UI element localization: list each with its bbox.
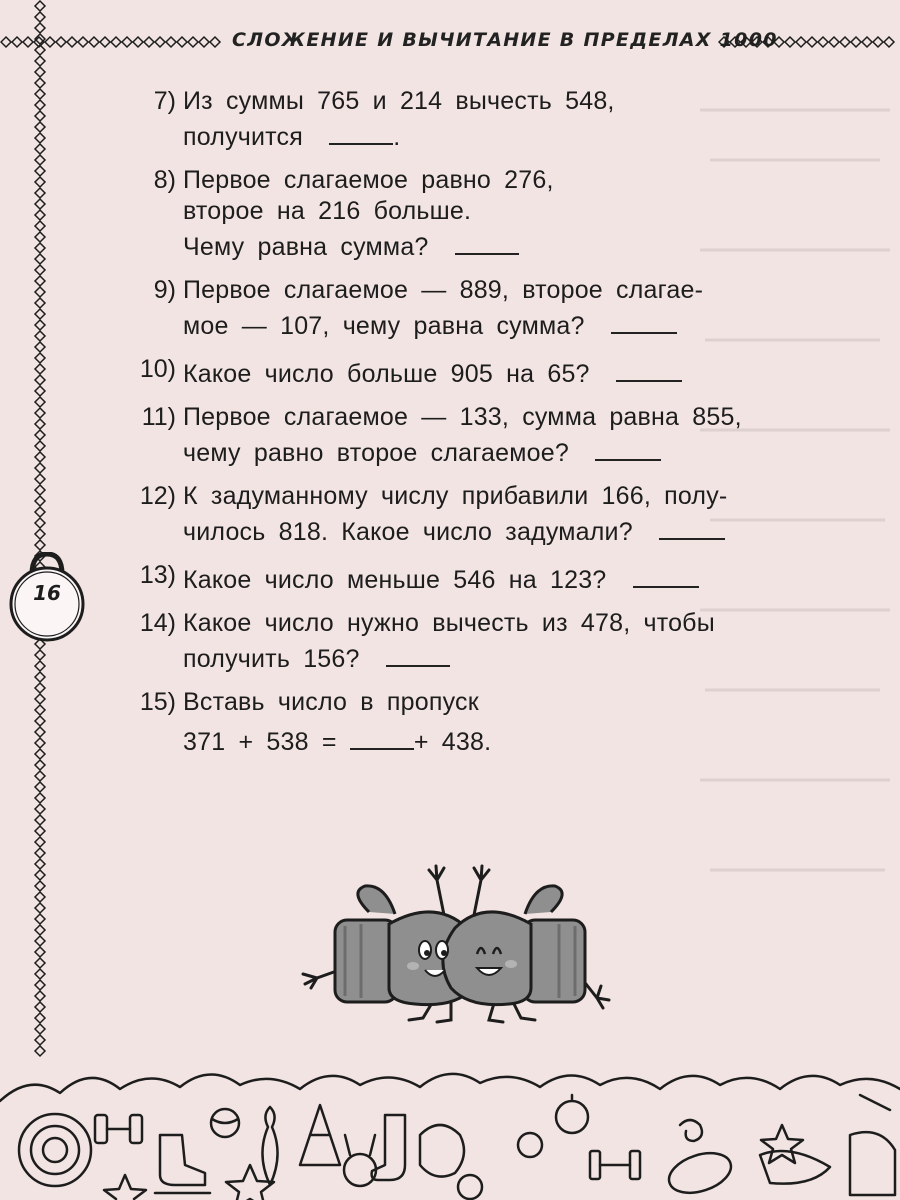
answer-blank[interactable] bbox=[329, 117, 393, 145]
chain-link bbox=[35, 89, 45, 99]
chain-link bbox=[35, 78, 45, 88]
chain-link bbox=[35, 166, 45, 176]
problem-11 bbox=[128, 402, 848, 469]
header-chain-right bbox=[718, 34, 900, 50]
chain-link bbox=[35, 309, 45, 319]
chain-link bbox=[35, 947, 45, 957]
chain-link bbox=[35, 298, 45, 308]
header-chain-left bbox=[0, 34, 226, 50]
problem-number: 12) bbox=[139, 482, 176, 510]
problem-text: Первое слагаемое равно 276, второе на 216 больше. Чему равна сумма? bbox=[183, 166, 554, 261]
problem-number: 7) bbox=[153, 87, 176, 115]
problem-text: К задуманному числу прибавили 166, полу- чилось 818. Какое число задумали? bbox=[183, 482, 728, 546]
chain-link bbox=[35, 397, 45, 407]
answer-blank[interactable] bbox=[659, 512, 725, 540]
problem-10 bbox=[128, 354, 848, 390]
chain-link bbox=[1, 37, 11, 47]
chain-link bbox=[35, 287, 45, 297]
problem-number: 14) bbox=[139, 609, 176, 637]
chain-link bbox=[35, 881, 45, 891]
chain-link bbox=[35, 661, 45, 671]
chain-link bbox=[35, 67, 45, 77]
chain-link bbox=[35, 485, 45, 495]
answer-blank[interactable] bbox=[350, 722, 414, 750]
chain-link bbox=[35, 100, 45, 110]
chain-link bbox=[35, 364, 45, 374]
chain-link bbox=[188, 37, 198, 47]
chain-link bbox=[35, 837, 45, 847]
chain-link bbox=[35, 870, 45, 880]
chain-link bbox=[35, 705, 45, 715]
problem-text: Из суммы 765 и 214 вычесть 548, получится . bbox=[183, 87, 615, 151]
chain-link bbox=[35, 144, 45, 154]
chain-link bbox=[35, 320, 45, 330]
problem-number: 15) bbox=[139, 688, 176, 716]
chain-link bbox=[35, 353, 45, 363]
chain-link bbox=[741, 37, 751, 47]
chain-link bbox=[35, 716, 45, 726]
chain-link bbox=[774, 37, 784, 47]
chain-link bbox=[45, 37, 55, 47]
chain-link bbox=[752, 37, 762, 47]
problem-text: Первое слагаемое — 889, второе слагае- мое — 107, чему равна сумма? bbox=[183, 276, 704, 340]
problem-number: 8) bbox=[153, 166, 176, 194]
chain-link bbox=[35, 936, 45, 946]
chain-link bbox=[35, 859, 45, 869]
chain-link bbox=[35, 265, 45, 275]
chain-link bbox=[35, 672, 45, 682]
chain-link bbox=[122, 37, 132, 47]
chain-link bbox=[35, 1035, 45, 1045]
problem-14 bbox=[128, 608, 848, 675]
chain-link bbox=[35, 254, 45, 264]
chain-link bbox=[166, 37, 176, 47]
chain-link bbox=[763, 37, 773, 47]
problem-text: Первое слагаемое — 133, сумма равна 855, чему равно второе слагаемое? bbox=[183, 403, 742, 467]
problem-15 bbox=[128, 687, 848, 758]
chain-link bbox=[730, 37, 740, 47]
chain-link bbox=[35, 12, 45, 22]
chain-link bbox=[35, 155, 45, 165]
chain-link bbox=[89, 37, 99, 47]
chain-link bbox=[35, 980, 45, 990]
problem-text: Какое число меньше 546 на 123? bbox=[183, 560, 699, 596]
chain-link bbox=[67, 37, 77, 47]
equation-right: + 438. bbox=[413, 728, 492, 756]
chain-link bbox=[35, 133, 45, 143]
chain-link bbox=[884, 37, 894, 47]
chain-link bbox=[177, 37, 187, 47]
problem-number: 13) bbox=[139, 561, 176, 589]
chain-link bbox=[35, 430, 45, 440]
chain-link bbox=[35, 903, 45, 913]
chain-link bbox=[35, 419, 45, 429]
chain-link bbox=[35, 210, 45, 220]
page-header bbox=[0, 22, 900, 62]
chain-link bbox=[35, 1013, 45, 1023]
chain-link bbox=[862, 37, 872, 47]
chain-link bbox=[35, 474, 45, 484]
chain-link bbox=[100, 37, 110, 47]
answer-blank[interactable] bbox=[455, 227, 519, 255]
chain-link bbox=[35, 122, 45, 132]
chain-link bbox=[35, 738, 45, 748]
problem-text: Какое число больше 905 на 65? bbox=[183, 354, 682, 390]
chain-link bbox=[35, 650, 45, 660]
chain-link bbox=[35, 1024, 45, 1034]
chain-link bbox=[35, 782, 45, 792]
chain-link bbox=[34, 37, 44, 47]
chain-link bbox=[35, 727, 45, 737]
chain-link bbox=[35, 991, 45, 1001]
sports-equipment-border bbox=[0, 1055, 900, 1200]
chain-link bbox=[35, 111, 45, 121]
chain-link bbox=[818, 37, 828, 47]
chain-link bbox=[785, 37, 795, 47]
chain-link bbox=[210, 37, 220, 47]
problem-9 bbox=[128, 275, 848, 342]
problem-text: Какое число нужно вычесть из 478, чтобы получить 156? bbox=[183, 609, 715, 673]
chain-link bbox=[35, 452, 45, 462]
problem-8 bbox=[128, 165, 848, 263]
chain-link bbox=[155, 37, 165, 47]
chain-link bbox=[56, 37, 66, 47]
chain-link bbox=[35, 760, 45, 770]
problem-number: 11) bbox=[141, 403, 176, 431]
chain-link bbox=[199, 37, 209, 47]
chain-link bbox=[144, 37, 154, 47]
chain-link bbox=[35, 331, 45, 341]
problem-13 bbox=[128, 560, 848, 596]
chain-link bbox=[35, 1, 45, 11]
chain-link bbox=[35, 969, 45, 979]
chain-link bbox=[35, 892, 45, 902]
chain-link bbox=[35, 749, 45, 759]
chain-link bbox=[35, 1002, 45, 1012]
chain-link bbox=[35, 221, 45, 231]
boxing-gloves-mascot bbox=[285, 858, 635, 1028]
chain-link bbox=[35, 804, 45, 814]
equation-left: 371 + 538 = bbox=[183, 728, 337, 756]
chain-link bbox=[873, 37, 883, 47]
chain-link bbox=[35, 507, 45, 517]
problem-text: Вставь число в пропуск 371 + 538 = + 438. bbox=[183, 688, 492, 756]
chain-link bbox=[35, 958, 45, 968]
answer-blank[interactable] bbox=[386, 639, 450, 667]
page-number: 16 bbox=[33, 581, 61, 605]
chain-link bbox=[35, 199, 45, 209]
page-number-medallion bbox=[8, 552, 92, 644]
problem-number: 9) bbox=[153, 276, 176, 304]
chain-link bbox=[78, 37, 88, 47]
answer-blank[interactable] bbox=[611, 306, 677, 334]
chain-link bbox=[35, 925, 45, 935]
chain-link bbox=[35, 342, 45, 352]
chain-link bbox=[807, 37, 817, 47]
chain-link bbox=[35, 496, 45, 506]
chain-link bbox=[23, 37, 33, 47]
chain-link bbox=[35, 276, 45, 286]
chain-link bbox=[35, 463, 45, 473]
problem-number: 10) bbox=[139, 355, 176, 383]
chain-link bbox=[35, 177, 45, 187]
chain-link bbox=[35, 441, 45, 451]
chain-link bbox=[35, 386, 45, 396]
chain-link bbox=[35, 683, 45, 693]
chain-link bbox=[35, 375, 45, 385]
answer-blank[interactable] bbox=[595, 433, 661, 461]
chain-link bbox=[851, 37, 861, 47]
chain-link bbox=[12, 37, 22, 47]
chain-link bbox=[133, 37, 143, 47]
chain-link bbox=[35, 188, 45, 198]
chain-link bbox=[829, 37, 839, 47]
chain-link bbox=[35, 815, 45, 825]
problem-7 bbox=[128, 86, 848, 153]
chain-link bbox=[35, 232, 45, 242]
chain-link bbox=[35, 518, 45, 528]
chain-link bbox=[796, 37, 806, 47]
answer-blank[interactable] bbox=[616, 354, 682, 382]
chain-link bbox=[35, 529, 45, 539]
chain-link bbox=[840, 37, 850, 47]
chain-link bbox=[35, 243, 45, 253]
page-title: СЛОЖЕНИЕ И ВЫЧИТАНИЕ В ПРЕДЕЛАХ 1000 bbox=[232, 29, 778, 51]
chain-link bbox=[35, 771, 45, 781]
chain-link bbox=[111, 37, 121, 47]
chain-link bbox=[35, 914, 45, 924]
answer-blank[interactable] bbox=[633, 560, 699, 588]
chain-link bbox=[35, 694, 45, 704]
chain-link bbox=[719, 37, 729, 47]
problem-12 bbox=[128, 481, 848, 548]
chain-link bbox=[35, 793, 45, 803]
chain-link bbox=[35, 848, 45, 858]
chain-link bbox=[35, 408, 45, 418]
chain-link bbox=[35, 540, 45, 550]
problem-list bbox=[128, 86, 848, 770]
chain-link bbox=[35, 826, 45, 836]
